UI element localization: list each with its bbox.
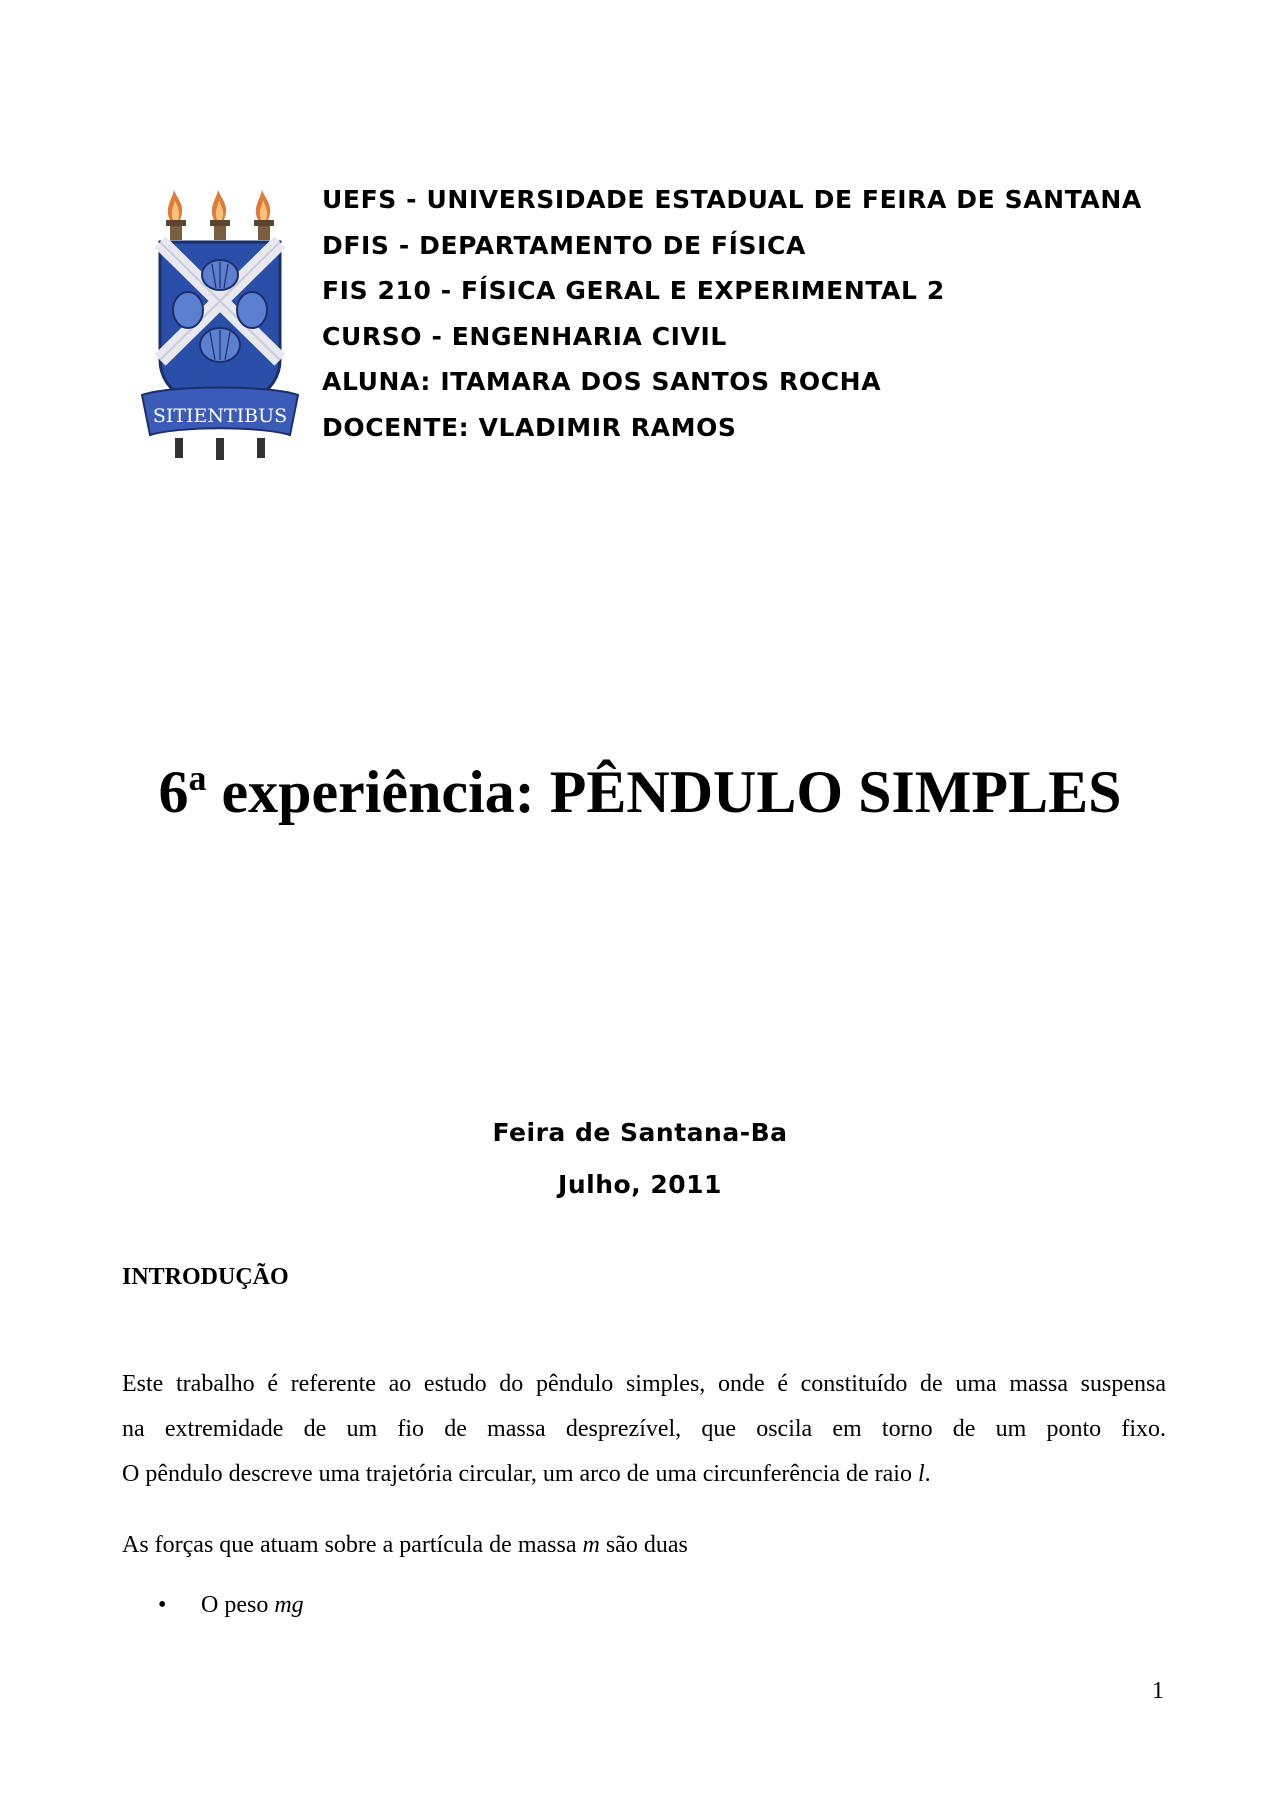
paragraph-line: na extremidade de um fio de massa desprezível, que oscila em torno de um ponto fixo. [122, 1416, 1166, 1442]
text-run: O pêndulo descreve uma trajetória circular, um arco de uma circunferência de raio [122, 1461, 918, 1487]
section-heading: INTRODUÇÃO [122, 1264, 289, 1290]
bullet-marker: • [158, 1592, 167, 1618]
paragraph-line: Este trabalho é referente ao estudo do pêndulo simples, onde é constituído de uma massa suspensa [122, 1371, 1166, 1397]
header-student: ALUNA: ITAMARA DOS SANTOS ROCHA [322, 367, 882, 396]
header-course-code: FIS 210 - FÍSICA GERAL E EXPERIMENTAL 2 [322, 276, 945, 305]
document-place: Feira de Santana-Ba [492, 1118, 788, 1147]
text-run: são duas [599, 1532, 688, 1558]
header-department: DFIS - DEPARTAMENTO DE FÍSICA [322, 230, 806, 260]
text-run: As forças que atuam sobre a partícula de massa [122, 1532, 583, 1558]
radius-variable: l [917, 1461, 925, 1487]
list-item-text: O peso [201, 1592, 275, 1618]
title-text: experiência: PÊNDULO SIMPLES [206, 759, 1122, 825]
intro-paragraph-1 [122, 1362, 1166, 1497]
forces-list [158, 1583, 1058, 1628]
title-number: 6 [158, 759, 189, 825]
list-item [158, 1583, 1058, 1628]
header-program: CURSO - ENGENHARIA CIVIL [322, 321, 727, 351]
intro-paragraph-2 [122, 1523, 1166, 1568]
uefs-coat-of-arms-logo [140, 190, 300, 480]
header-teacher: DOCENTE: VLADIMIR RAMOS [322, 412, 737, 442]
document-date: Julho, 2011 [558, 1170, 722, 1199]
torches [166, 190, 274, 240]
title-ordinal: a [188, 758, 207, 798]
logo-motto-text: SITIENTIBUS [152, 405, 288, 427]
text-run: . [924, 1461, 931, 1487]
header-university: UEFS - UNIVERSIDADE ESTADUAL DE FEIRA DE SANTANA [322, 185, 1142, 214]
paragraph-line [122, 1452, 1166, 1497]
weight-variable: mg [274, 1592, 304, 1618]
institution-header [322, 182, 1262, 455]
document-title [0, 752, 1280, 840]
mass-variable: m [582, 1532, 600, 1558]
page-number: 1 [1152, 1678, 1164, 1704]
